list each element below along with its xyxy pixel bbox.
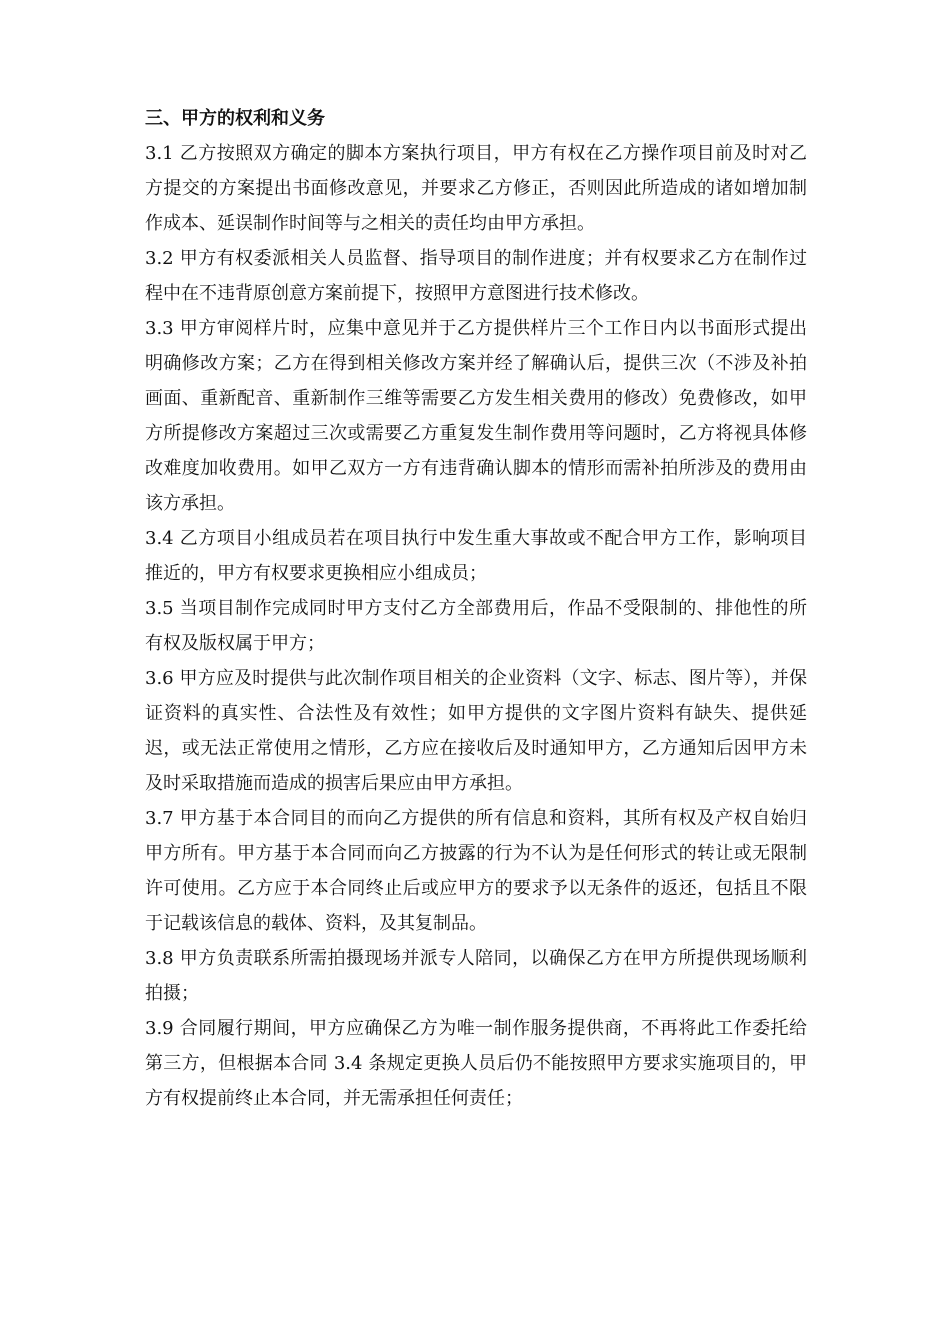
- clause-3-2: 3.2 甲方有权委派相关人员监督、指导项目的制作进度；并有权要求乙方在制作过程中在不违背原创意方案前提下，按照甲方意图进行技术修改。: [145, 248, 807, 304]
- clause-3-5: 3.5 当项目制作完成同时甲方支付乙方全部费用后，作品不受限制的、排他性的所有权及版权属于甲方；: [145, 598, 807, 654]
- clause-3-7: 3.7 甲方基于本合同目的而向乙方提供的所有信息和资料，其所有权及产权自始归甲方所有。甲方基于本合同而向乙方披露的行为不认为是任何形式的转让或无限制许可使用。乙方应于本合同终止后或应甲方的要求予以无条件的返还，包括且不限于记载该信息的载体、资料，及其复制品。: [145, 808, 807, 934]
- clause-3-1: 3.1 乙方按照双方确定的脚本方案执行项目，甲方有权在乙方操作项目前及时对乙方提交的方案提出书面修改意见，并要求乙方修正，否则因此所造成的诸如增加制作成本、延误制作时间等与之相关的责任均由甲方承担。: [145, 143, 807, 234]
- clause-3-4: 3.4 乙方项目小组成员若在项目执行中发生重大事故或不配合甲方工作，影响项目推近的，甲方有权要求更换相应小组成员；: [145, 528, 807, 584]
- clause-3-8: 3.8 甲方负责联系所需拍摄现场并派专人陪同，以确保乙方在甲方所提供现场顺利拍摄；: [145, 948, 807, 1004]
- clause-3-3: 3.3 甲方审阅样片时，应集中意见并于乙方提供样片三个工作日内以书面形式提出明确修改方案；乙方在得到相关修改方案并经了解确认后，提供三次（不涉及补拍画面、重新配音、重新制作三维等需要乙方发生相关费用的修改）免费修改，如甲方所提修改方案超过三次或需要乙方重复发生制作费用等问题时，乙方将视具体修改难度加收费用。如甲乙双方一方有违背确认脚本的情形而需补拍所涉及的费用由该方承担。: [145, 318, 807, 514]
- document-body: [145, 101, 807, 1116]
- section-heading: 三、甲方的权利和义务: [145, 108, 325, 129]
- clause-3-6: 3.6 甲方应及时提供与此次制作项目相关的企业资料（文字、标志、图片等），并保证资料的真实性、合法性及有效性；如甲方提供的文字图片资料有缺失、提供延迟，或无法正常使用之情形，乙方应在接收后及时通知甲方，乙方通知后因甲方未及时采取措施而造成的损害后果应由甲方承担。: [145, 668, 807, 794]
- clause-3-9: 3.9 合同履行期间，甲方应确保乙方为唯一制作服务提供商，不再将此工作委托给第三方，但根据本合同 3.4 条规定更换人员后仍不能按照甲方要求实施项目的，甲方有权提前终止本合同，并无需承担任何责任；: [145, 1018, 807, 1109]
